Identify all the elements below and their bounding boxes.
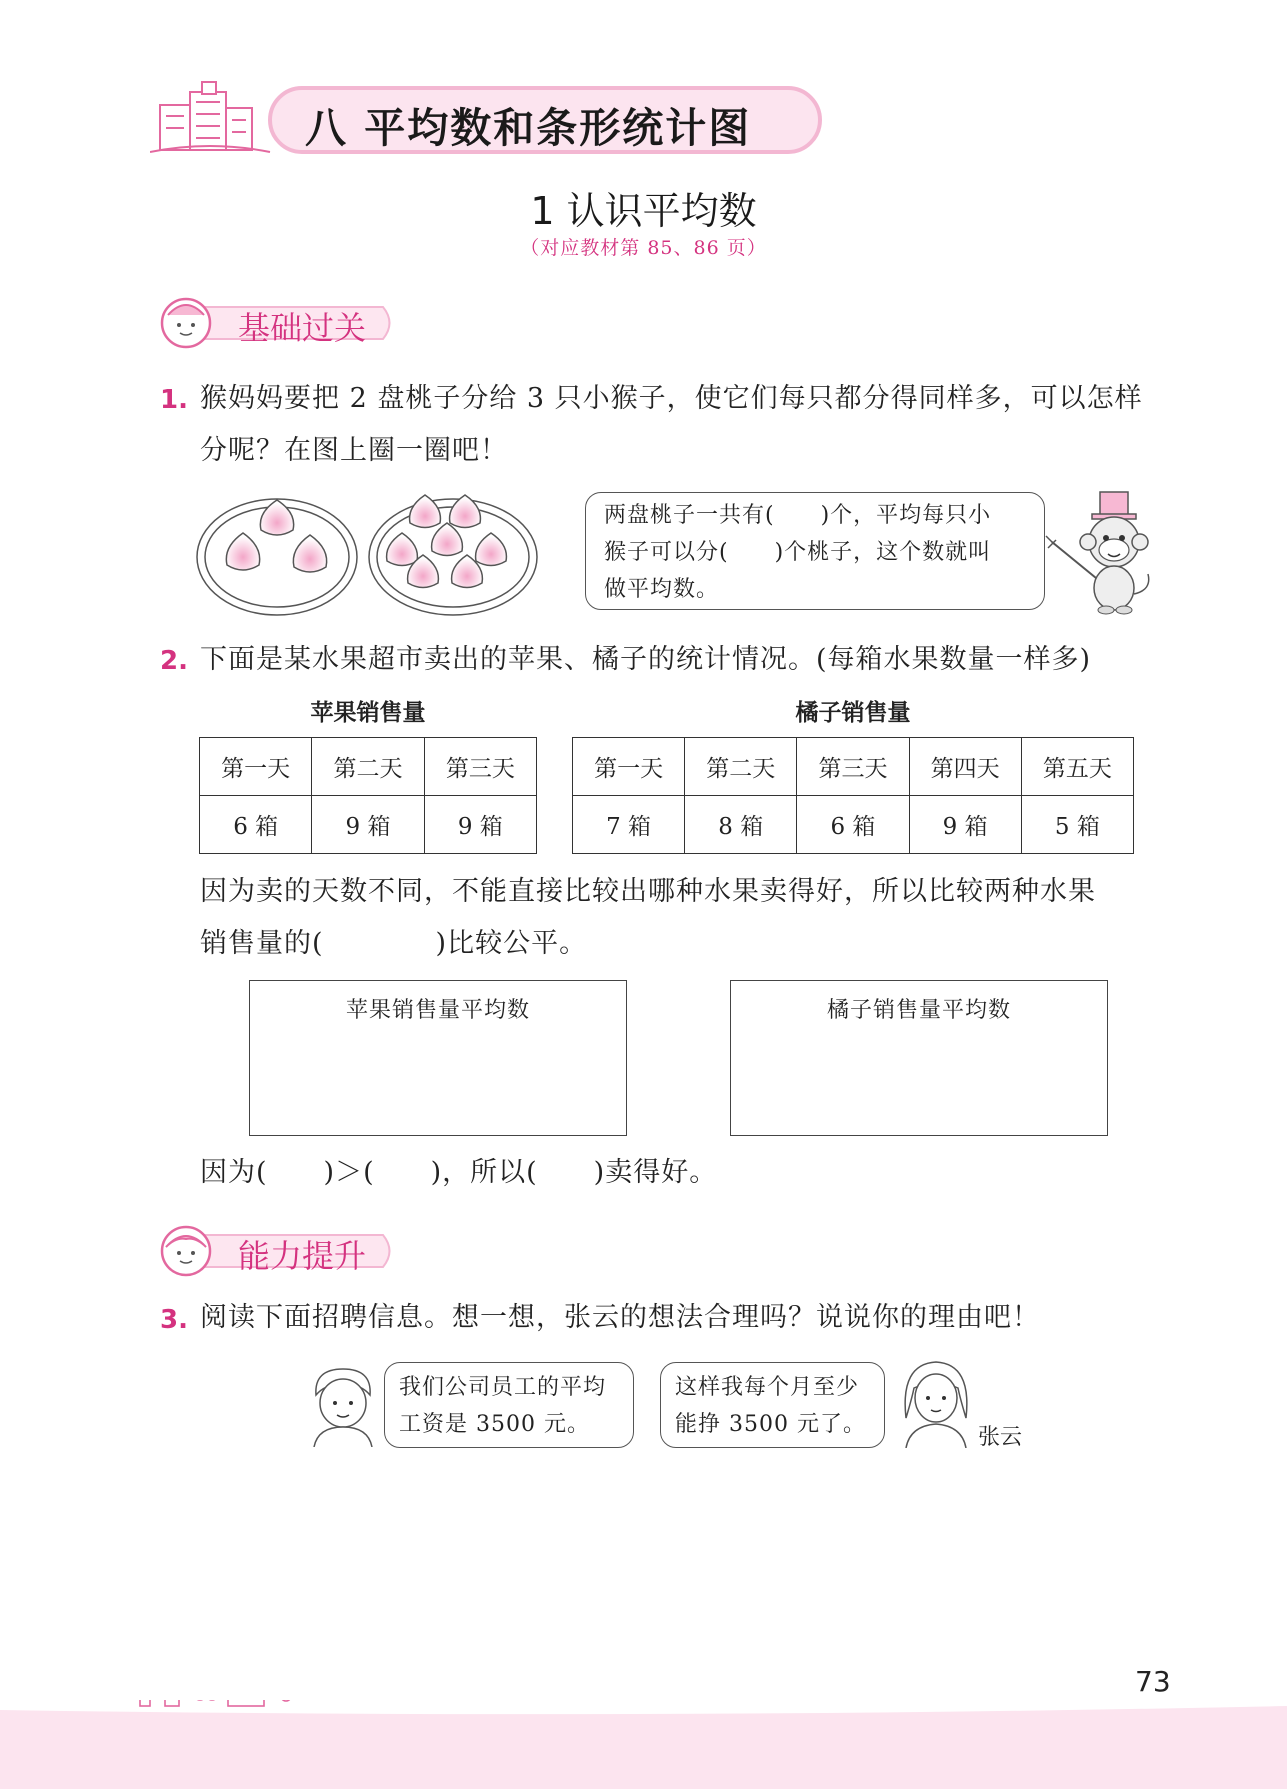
apple-average-answer-box[interactable]	[249, 980, 627, 1136]
question-number: 1.	[160, 385, 188, 415]
section-title-basic: 基础过关	[238, 309, 367, 347]
peach-plates-illustration	[195, 485, 540, 620]
bubble-line: 能挣 3500 元了。	[675, 1412, 866, 1437]
bubble-line: 工资是 3500 元。	[399, 1412, 590, 1437]
boy-mascot-icon	[162, 1227, 210, 1275]
peach-icon	[450, 495, 481, 528]
footer-band	[0, 1700, 1287, 1789]
table-header-cell: 第二天	[312, 738, 424, 796]
paragraph-line: 销售量的( )比较公平。	[200, 928, 588, 959]
peach-icon	[432, 523, 463, 556]
question-line: 分呢？在图上圈一圈吧！	[200, 435, 508, 466]
bubble-line: 这样我每个月至少	[675, 1375, 860, 1400]
answer-box-label: 苹果销售量平均数	[345, 998, 530, 1023]
table-header-row	[573, 738, 1134, 796]
question-text: 下面是某水果超市卖出的苹果、橘子的统计情况。(每箱水果数量一样多)	[200, 644, 1092, 675]
question-number: 2.	[160, 646, 188, 676]
table-header-cell: 第一天	[573, 738, 685, 796]
table-row	[200, 796, 537, 854]
table-header-cell: 第一天	[200, 738, 312, 796]
bubble-line: 我们公司员工的平均	[399, 1375, 607, 1400]
monkey-mascot-icon	[1040, 490, 1160, 615]
orange-sales-table	[572, 737, 1134, 854]
table-header-row	[200, 738, 537, 796]
section-tag-basic	[158, 295, 398, 351]
speech-bubble-zhangyun	[660, 1362, 885, 1448]
bubble-line: 两盘桃子一共有( )个，平均每只小	[604, 503, 992, 528]
question-text: 阅读下面招聘信息。想一想，张云的想法合理吗？说说你的理由吧！	[200, 1302, 1040, 1333]
textbook-reference: （对应教材第 85、86 页）	[520, 237, 767, 259]
peach-icon	[387, 533, 418, 566]
question-paragraph	[200, 866, 1096, 970]
bubble-line: 做平均数。	[604, 577, 720, 602]
peach-icon	[293, 535, 326, 572]
table-cell: 7 箱	[573, 796, 685, 854]
table-cell: 9 箱	[424, 796, 536, 854]
orange-table-title: 橘子销售量	[795, 700, 911, 726]
bubble-line: 猴子可以分( )个桃子，这个数就叫	[604, 540, 992, 565]
building-doodle-icon	[150, 82, 270, 152]
table-cell: 5 箱	[1021, 796, 1133, 854]
section-tag-advanced	[158, 1223, 398, 1279]
apple-table-title: 苹果销售量	[310, 700, 426, 726]
boy-avatar-icon	[308, 1365, 378, 1447]
orange-average-answer-box[interactable]	[730, 980, 1108, 1136]
table-header-cell: 第四天	[909, 738, 1021, 796]
table-header-cell: 第三天	[424, 738, 536, 796]
apple-sales-table	[199, 737, 537, 854]
table-cell: 8 箱	[685, 796, 797, 854]
paragraph-line: 因为卖的天数不同，不能直接比较出哪种水果卖得好，所以比较两种水果	[200, 876, 1096, 907]
table-row	[573, 796, 1134, 854]
lesson-title: 1 认识平均数	[530, 189, 757, 233]
girl-avatar-icon	[900, 1358, 972, 1448]
table-header-cell: 第二天	[685, 738, 797, 796]
peach-icon	[476, 533, 507, 566]
table-cell: 9 箱	[312, 796, 424, 854]
table-header-cell: 第五天	[1021, 738, 1133, 796]
table-cell: 6 箱	[797, 796, 909, 854]
page-number: 73	[1135, 1665, 1171, 1698]
table-cell: 9 箱	[909, 796, 1021, 854]
town-doodle-icon	[140, 1700, 396, 1706]
chapter-title: 八 平均数和条形统计图	[305, 104, 752, 152]
question-number: 3.	[160, 1305, 188, 1335]
peach-icon	[226, 533, 259, 570]
answer-box-label: 橘子销售量平均数	[826, 998, 1011, 1023]
speech-bubble-boss	[384, 1362, 634, 1448]
girl-name-label: 张云	[978, 1425, 1023, 1450]
question-line: 猴妈妈要把 2 盘桃子分给 3 只小猴子，使它们每只都分得同样多，可以怎样	[200, 383, 1143, 414]
speech-bubble-monkey	[585, 492, 1045, 610]
peach-icon	[260, 500, 293, 535]
question-text	[200, 373, 1180, 477]
table-cell: 6 箱	[200, 796, 312, 854]
conclusion-line: 因为( )＞( )，所以( )卖得好。	[200, 1157, 718, 1188]
table-header-cell: 第三天	[797, 738, 909, 796]
section-title-advanced: 能力提升	[238, 1237, 367, 1275]
